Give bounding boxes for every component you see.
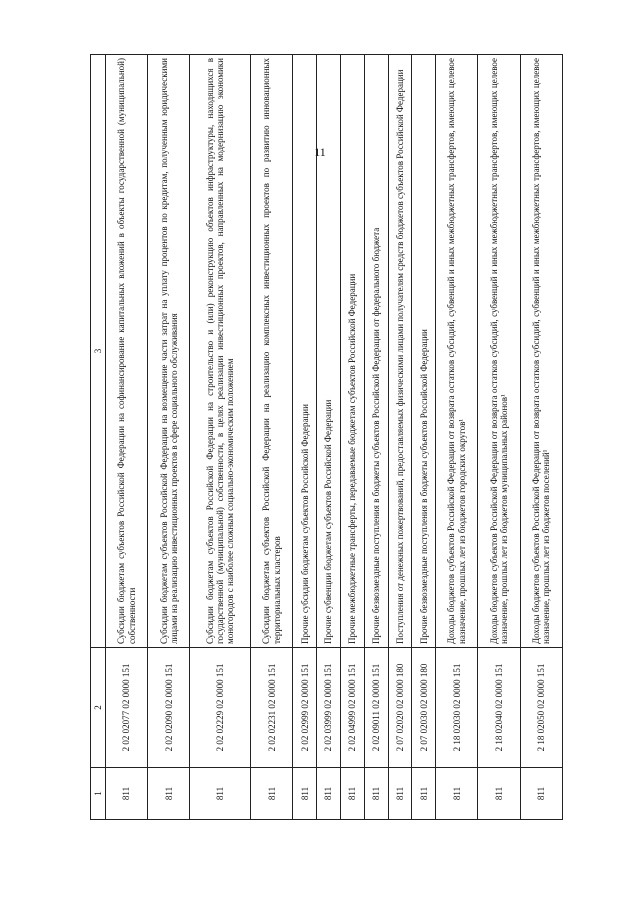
budget-code-cell: 2 02 04999 02 0000 151 — [340, 648, 364, 768]
table-row — [148, 55, 190, 820]
table-row — [317, 55, 341, 820]
revenue-name-cell: Прочие безвозмездные поступления в бюджеты субъектов Российской Федерации от федерального бюджета — [364, 55, 388, 648]
budget-code-cell: 2 18 02040 02 0000 151 — [478, 648, 520, 768]
revenue-name-cell: Субсидии бюджетам субъектов Российской Федерации на строительство и (или) реконструкцию объектов инфраструктуры, находящихся в государственной (муниципальной) собственности, в целях реализации инвестиционных проектов, направленных на модернизацию экономики моногородов с наиболее сложным социально-экономическим положением — [190, 55, 251, 648]
table-row — [436, 55, 478, 820]
rotated-table-container — [90, 54, 563, 820]
admin-code-cell: 811 — [106, 768, 148, 820]
admin-code-cell: 811 — [148, 768, 190, 820]
budget-code-cell: 2 02 02077 02 0000 151 — [106, 648, 148, 768]
revenue-name-cell: Поступления от денежных пожертвований, предоставляемых физическими лицами получателям средств бюджетов субъектов Российской Федерации — [388, 55, 412, 648]
revenue-name-cell: Прочие межбюджетные трансферты, передаваемые бюджетам субъектов Российской Федерации — [340, 55, 364, 648]
table-row — [364, 55, 388, 820]
table-row — [190, 55, 251, 820]
revenue-name-cell: Субсидии бюджетам субъектов Российской Федерации на возмещение части затрат на уплату процентов по кредитам, полученным юридическими лицами на реализацию инвестиционных проектов в сфере социального обслуживания — [148, 55, 190, 648]
table-row — [340, 55, 364, 820]
page-number: 11 — [314, 145, 326, 159]
budget-code-cell: 2 02 02090 02 0000 151 — [148, 648, 190, 768]
budget-code-cell: 2 02 02231 02 0000 151 — [251, 648, 293, 768]
revenue-name-cell: Доходы бюджетов субъектов Российской Федерации от возврата остатков субсидий, субвенций и иных межбюджетных трансфертов, имеющих целевое назначение, прошлых лет из бюджетов муниципальных районов¹ — [478, 55, 520, 648]
admin-code-cell: 811 — [190, 768, 251, 820]
admin-code-cell: 811 — [436, 768, 478, 820]
revenue-name-cell: Субсидии бюджетам субъектов Российской Федерации на реализацию комплексных инвестиционных проектов по развитию инновационных территориальных кластеров — [251, 55, 293, 648]
table-row — [520, 55, 562, 820]
table-row — [388, 55, 412, 820]
table-header-row — [91, 55, 106, 820]
admin-code-cell: 811 — [364, 768, 388, 820]
admin-code-cell: 811 — [478, 768, 520, 820]
admin-code-cell: 811 — [520, 768, 562, 820]
admin-code-cell: 811 — [293, 768, 317, 820]
table-row — [106, 55, 148, 820]
budget-code-cell: 2 07 02020 02 0000 180 — [388, 648, 412, 768]
table-row — [478, 55, 520, 820]
table-row — [412, 55, 436, 820]
budget-code-cell: 2 02 09011 02 0000 151 — [364, 648, 388, 768]
revenue-classification-table — [90, 54, 563, 820]
revenue-name-cell: Доходы бюджетов субъектов Российской Федерации от возврата остатков субсидий, субвенций и иных межбюджетных трансфертов, имеющих целевое назначение, прошлых лет из бюджетов городских округов¹ — [436, 55, 478, 648]
budget-code-cell: 2 18 02050 02 0000 151 — [520, 648, 562, 768]
table-row — [251, 55, 293, 820]
budget-code-cell: 2 18 02030 02 0000 151 — [436, 648, 478, 768]
revenue-name-cell: Прочие безвозмездные поступления в бюджеты субъектов Российской Федерации — [412, 55, 436, 648]
revenue-name-cell: Прочие субвенции бюджетам субъектов Российской Федерации — [317, 55, 341, 648]
budget-code-cell: 2 02 02999 02 0000 151 — [293, 648, 317, 768]
admin-code-cell: 811 — [412, 768, 436, 820]
revenue-name-cell: Прочие субсидии бюджетам субъектов Российской Федерации — [293, 55, 317, 648]
admin-code-cell: 811 — [340, 768, 364, 820]
table-row — [293, 55, 317, 820]
budget-code-cell: 2 02 03999 02 0000 151 — [317, 648, 341, 768]
revenue-name-cell: Доходы бюджетов субъектов Российской Федерации от возврата остатков субсидий, субвенций и иных межбюджетных трансфертов, имеющих целевое назначение, прошлых лет из бюджетов поселений¹ — [520, 55, 562, 648]
revenue-name-cell: Субсидии бюджетам субъектов Российской Федерации на софинансирование капитальных вложений в объекты государственной (муниципальной) собственности — [106, 55, 148, 648]
admin-code-cell: 811 — [317, 768, 341, 820]
header-col-1: 1 — [91, 768, 106, 820]
header-col-2: 2 — [91, 648, 106, 768]
admin-code-cell: 811 — [388, 768, 412, 820]
admin-code-cell: 811 — [251, 768, 293, 820]
budget-code-cell: 2 07 02030 02 0000 180 — [412, 648, 436, 768]
header-col-3: 3 — [91, 55, 106, 648]
budget-code-cell: 2 02 02229 02 0000 151 — [190, 648, 251, 768]
